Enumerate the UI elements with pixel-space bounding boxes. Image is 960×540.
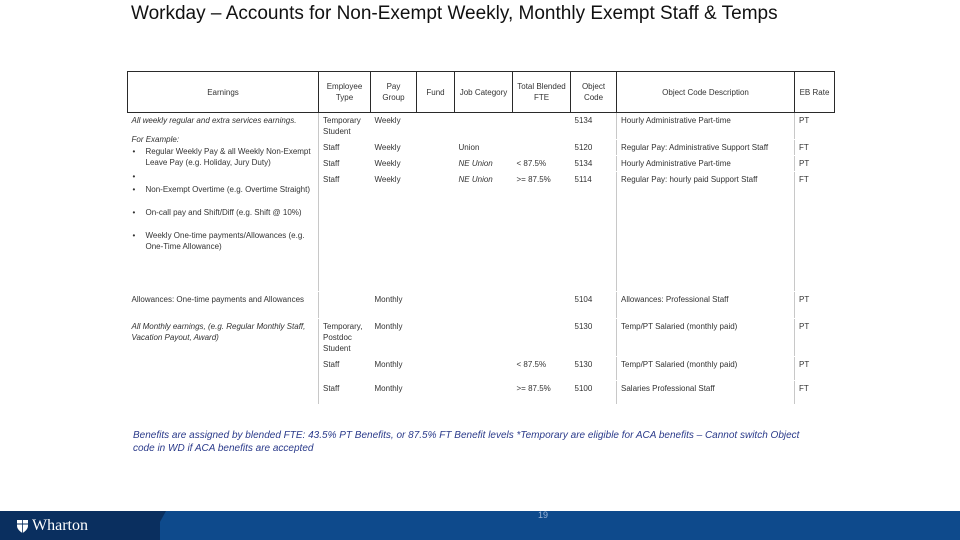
cell-description: Temp/PT Salaried (monthly paid): [617, 319, 795, 357]
cell-employee-type: [319, 292, 371, 319]
cell-fund: [417, 172, 455, 292]
cell-object-code: 5100: [571, 381, 617, 405]
cell-job-category: [455, 319, 513, 357]
cell-fte: >= 87.5%: [513, 381, 571, 405]
cell-fund: [417, 140, 455, 156]
cell-employee-type: Staff: [319, 156, 371, 172]
footer-bar: [0, 511, 960, 540]
wharton-logo: [16, 517, 88, 535]
cell-description: Regular Pay: Administrative Support Staff: [617, 140, 795, 156]
earnings-allowances-cell: Allowances: One-time payments and Allowances: [128, 292, 319, 319]
cell-fund: [417, 319, 455, 357]
cell-eb-rate: FT: [795, 172, 835, 292]
cell-object-code: 5120: [571, 140, 617, 156]
cell-fte: [513, 292, 571, 319]
table-row: [128, 113, 835, 140]
cell-job-category: [455, 381, 513, 405]
cell-job-category: [455, 292, 513, 319]
footer-slant: [150, 511, 166, 540]
cell-object-code: 5130: [571, 357, 617, 381]
cell-pay-group: Monthly: [371, 292, 417, 319]
earnings-example-list: [132, 146, 315, 252]
header-employee-type: Employee Type: [319, 72, 371, 113]
earnings-weekly-intro: All weekly regular and extra services earnings.: [131, 116, 297, 125]
cell-job-category: [455, 113, 513, 140]
cell-pay-group: Weekly: [371, 156, 417, 172]
cell-fund: [417, 113, 455, 140]
list-item: •: [132, 172, 136, 181]
cell-fte: >= 87.5%: [513, 172, 571, 292]
cell-job-category: Union: [455, 140, 513, 156]
earnings-monthly-cell: All Monthly earnings, (e.g. Regular Monthly Staff, Vacation Payout, Award): [128, 319, 319, 405]
cell-description: Hourly Administrative Part-time: [617, 156, 795, 172]
cell-object-code: 5134: [571, 113, 617, 140]
list-item: • On-call pay and Shift/Diff (e.g. Shift @ 10%): [132, 208, 302, 217]
cell-fund: [417, 357, 455, 381]
header-fund: Fund: [417, 72, 455, 113]
cell-pay-group: Weekly: [371, 172, 417, 292]
table-row: [128, 319, 835, 357]
page-title: Workday – Accounts for Non-Exempt Weekly, Monthly Exempt Staff & Temps: [131, 3, 778, 24]
cell-eb-rate: PT: [795, 292, 835, 319]
cell-fte: < 87.5%: [513, 357, 571, 381]
cell-job-category: NE Union: [455, 172, 513, 292]
header-pay-group: Pay Group: [371, 72, 417, 113]
cell-employee-type: Staff: [319, 357, 371, 381]
cell-description: Temp/PT Salaried (monthly paid): [617, 357, 795, 381]
cell-eb-rate: PT: [795, 319, 835, 357]
cell-job-category: NE Union: [455, 156, 513, 172]
cell-employee-type: Temporary, Postdoc Student: [319, 319, 371, 357]
cell-object-code: 5114: [571, 172, 617, 292]
header-job-category: Job Category: [455, 72, 513, 113]
header-earnings: Earnings: [128, 72, 319, 113]
cell-employee-type: Staff: [319, 172, 371, 292]
cell-eb-rate: FT: [795, 140, 835, 156]
cell-description: Regular Pay: hourly paid Support Staff: [617, 172, 795, 292]
cell-fte: [513, 113, 571, 140]
cell-description: Allowances: Professional Staff: [617, 292, 795, 319]
accounts-table: [127, 71, 835, 405]
shield-icon: [16, 519, 29, 534]
list-item: • Regular Weekly Pay & all Weekly Non-Exempt Leave Pay (e.g. Holiday, Jury Duty): [132, 147, 311, 167]
header-object-code-description: Object Code Description: [617, 72, 795, 113]
cell-employee-type: Staff: [319, 140, 371, 156]
brand-name: Wharton: [32, 517, 88, 534]
cell-fte: < 87.5%: [513, 156, 571, 172]
cell-eb-rate: FT: [795, 381, 835, 405]
table-header-row: [128, 72, 835, 113]
earnings-weekly-cell: [128, 113, 319, 292]
list-item: • Weekly One-time payments/Allowances (e.g. One-Time Allowance): [132, 231, 305, 251]
cell-employee-type: Staff: [319, 381, 371, 405]
list-item: • Non-Exempt Overtime (e.g. Overtime Straight): [132, 185, 310, 194]
cell-description: Hourly Administrative Part-time: [617, 113, 795, 140]
header-total-blended-fte: Total Blended FTE: [513, 72, 571, 113]
cell-eb-rate: PT: [795, 357, 835, 381]
cell-pay-group: Weekly: [371, 113, 417, 140]
cell-fte: [513, 140, 571, 156]
cell-object-code: 5134: [571, 156, 617, 172]
cell-object-code: 5104: [571, 292, 617, 319]
table-row: [128, 292, 835, 319]
cell-eb-rate: PT: [795, 113, 835, 140]
cell-fte: [513, 319, 571, 357]
cell-pay-group: Monthly: [371, 319, 417, 357]
earnings-for-example: For Example:: [131, 135, 180, 144]
cell-pay-group: Monthly: [371, 357, 417, 381]
cell-fund: [417, 156, 455, 172]
cell-eb-rate: PT: [795, 156, 835, 172]
cell-fund: [417, 381, 455, 405]
cell-object-code: 5130: [571, 319, 617, 357]
cell-pay-group: Monthly: [371, 381, 417, 405]
page-number: 19: [538, 510, 549, 520]
header-object-code: Object Code: [571, 72, 617, 113]
header-eb-rate: EB Rate: [795, 72, 835, 113]
benefits-note: Benefits are assigned by blended FTE: 43.5% PT Benefits, or 87.5% FT Benefit levels *Temporary are eligible for ACA benefits – Cannot switch Object code in WD if ACA benefits are accepted: [133, 430, 800, 454]
cell-job-category: [455, 357, 513, 381]
cell-employee-type: Temporary Student: [319, 113, 371, 140]
cell-description: Salaries Professional Staff: [617, 381, 795, 405]
cell-fund: [417, 292, 455, 319]
cell-pay-group: Weekly: [371, 140, 417, 156]
